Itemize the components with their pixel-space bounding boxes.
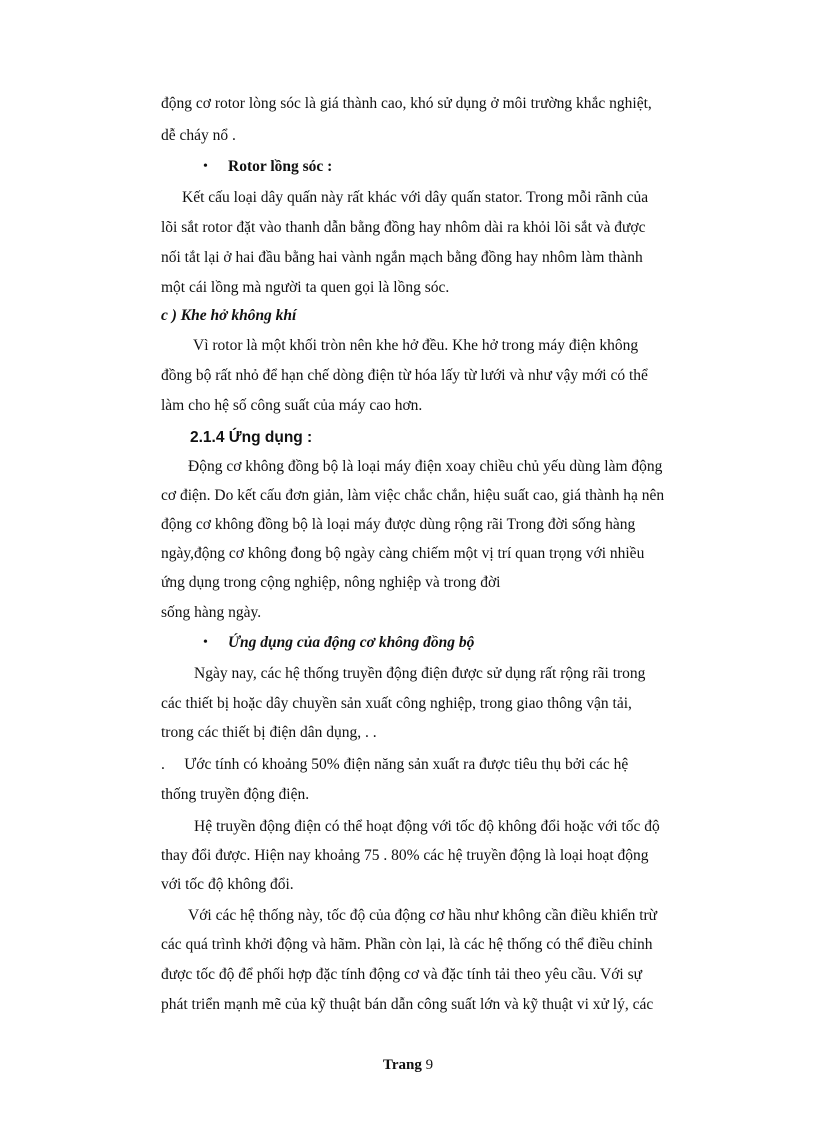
body-text-line: cơ điện. Do kết cấu đơn giản, làm việc chắc chắn, hiệu suất cao, giá thành hạ nên: [161, 487, 665, 504]
body-text-line: phát triển mạnh mẽ của kỹ thuật bán dẫn công suất lớn và kỹ thuật vi xử lý, các: [161, 996, 654, 1013]
body-text-line: đồng bộ rất nhỏ để hạn chế dòng điện từ hóa lấy từ lưới và như vậy mới có thể: [161, 367, 648, 384]
body-text-line: động cơ không đồng bộ là loại máy được dùng rộng rãi Trong đời sống hàng: [161, 516, 636, 533]
bullet-icon: •: [203, 159, 208, 174]
page-number: 9: [425, 1057, 434, 1073]
body-text-line: làm cho hệ số công suất của máy cao hơn.: [161, 397, 423, 414]
body-text-line: các quá trình khởi động và hãm. Phần còn lại, là các hệ thống có thể điều chỉnh: [161, 936, 653, 953]
body-text-line: động cơ rotor lòng sóc là giá thành cao, khó sử dụng ở môi trường khắc nghiệt,: [161, 95, 652, 112]
subsection-heading: Ứng dụng của động cơ không đồng bộ: [228, 634, 475, 651]
body-text-line: Với các hệ thống này, tốc độ của động cơ hầu như không cần điều khiển trừ: [188, 907, 658, 924]
body-text-line: Vì rotor là một khối tròn nên khe hở đều. Khe hở trong máy điện không: [193, 337, 639, 354]
body-text-line: ngày,động cơ không đong bộ ngày càng chiếm một vị trí quan trọng với nhiều: [161, 545, 645, 562]
body-text-line: thống truyền động điện.: [161, 786, 310, 803]
body-text-line: Động cơ không đồng bộ là loại máy điện xoay chiều chủ yếu dùng làm động: [188, 458, 663, 475]
body-text-line: với tốc độ không đổi.: [161, 876, 294, 893]
body-text-line: Ngày nay, các hệ thống truyền động điện được sử dụng rất rộng rãi trong: [194, 665, 646, 682]
bullet-icon: •: [203, 635, 208, 650]
body-text-line: dễ cháy nổ .: [161, 127, 236, 144]
body-text-line: nối tắt lại ở hai đầu bằng hai vành ngắn mạch bằng đồng hay nhôm làm thành: [161, 249, 643, 266]
section-number-heading: 2.1.4 Ứng dụng :: [190, 429, 313, 446]
body-text-line: . Ước tính có khoảng 50% điện năng sản xuất ra được tiêu thụ bởi các hệ: [161, 756, 629, 773]
body-text-line: thay đổi được. Hiện nay khoảng 75 . 80% các hệ truyền động là loại hoạt động: [161, 847, 649, 864]
section-heading: c ) Khe hở không khí: [161, 307, 297, 324]
body-text-line: được tốc độ để phối hợp đặc tính động cơ và đặc tính tải theo yêu cầu. Với sự: [161, 966, 643, 983]
body-text-line: ứng dụng trong cộng nghiệp, nông nghiệp và trong đời: [161, 574, 501, 591]
body-text-line: lõi sắt rotor đặt vào thanh dẫn bằng đồng hay nhôm dài ra khỏi lõi sắt và được: [161, 219, 646, 236]
body-text-line: một cái lồng mà người ta quen gọi là lồng sóc.: [161, 279, 450, 296]
body-text-line: Hệ truyền động điện có thể hoạt động với tốc độ không đổi hoặc với tốc độ: [194, 818, 660, 835]
page-footer: [0, 1055, 816, 1075]
body-text-line: các thiết bị hoặc dây chuyền sản xuất công nghiệp, trong giao thông vận tải,: [161, 695, 632, 712]
body-text-line: trong các thiết bị điện dân dụng, . .: [161, 724, 377, 741]
body-text-line: Kết cấu loại dây quấn này rất khác với dây quấn stator. Trong mỗi rãnh của: [182, 189, 649, 206]
page-label: Trang: [382, 1057, 422, 1073]
subsection-heading: Rotor lồng sóc :: [228, 158, 333, 175]
body-text-line: sống hàng ngày.: [161, 604, 262, 621]
